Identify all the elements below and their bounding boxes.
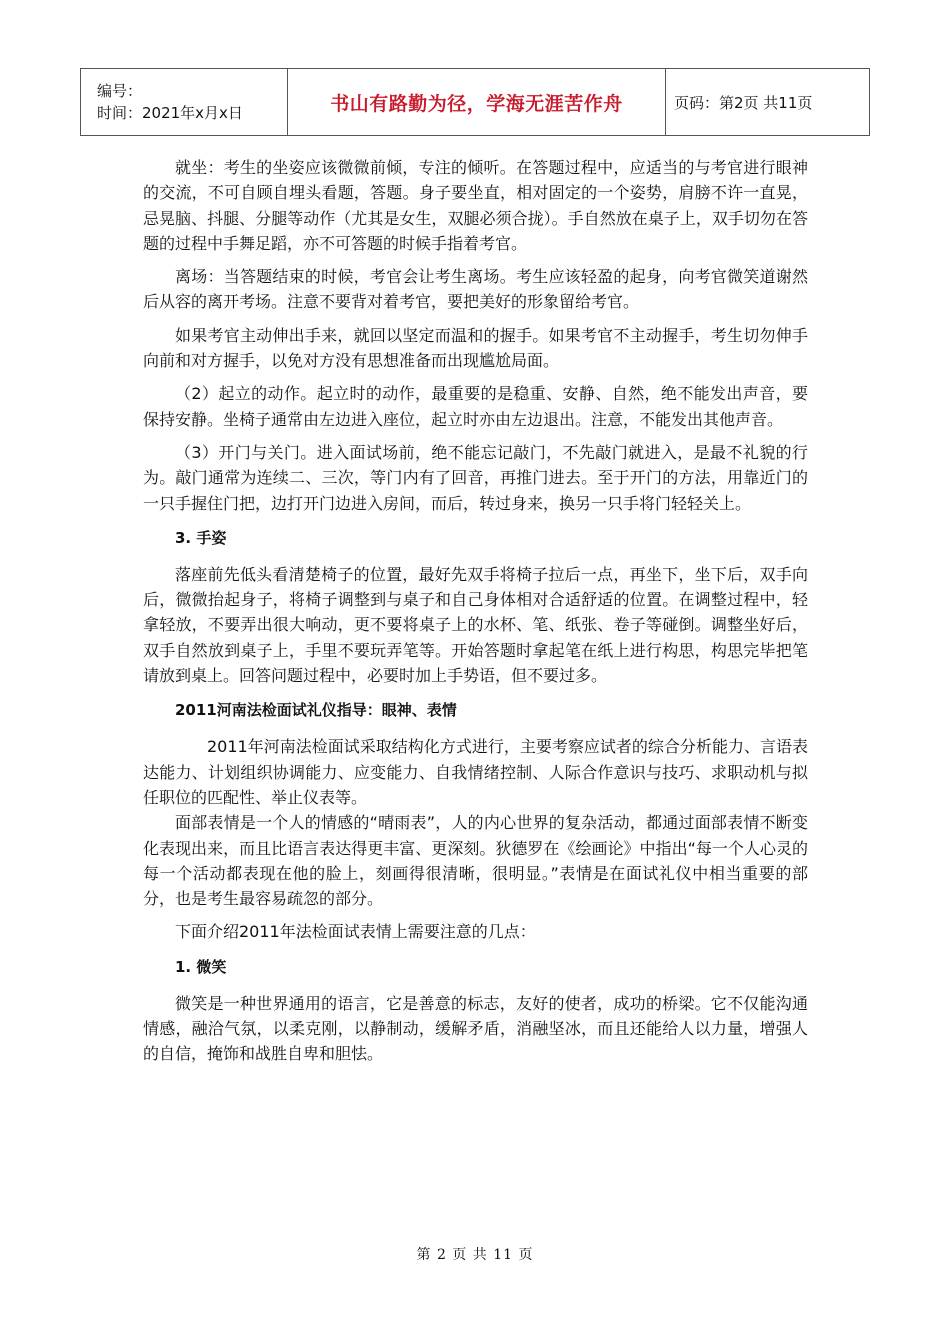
- header-motto: 书山有路勤为径，学海无涯苦作舟: [288, 69, 666, 136]
- paragraph-sitting: 就坐：考生的坐姿应该微微前倾，专注的倾听。在答题过程中，应适当的与考官进行眼神的交流，不可自顾自埋头看题，答题。身子要坐直，相对固定的一个姿势，肩膀不许一直晃，忌晃脑、抖腿、分腿等动作（尤其是女生，双腿必须合拢）。手自然放在桌子上，双手切勿在答题的过程中手舞足蹈，亦不可答题的时候手指着考官。: [143, 158, 808, 253]
- section-heading-eyes-expression: 2011河南法检面试礼仪指导：眼神、表情: [175, 701, 457, 720]
- header-meta: [81, 69, 288, 136]
- section-heading-smile: 1. 微笑: [175, 957, 227, 976]
- header-time-label: 时间：2021年x月x日: [97, 104, 243, 122]
- section-heading-hand-gesture: 3. 手姿: [175, 528, 227, 547]
- paragraph-points-intro: 下面介绍2011年法检面试表情上需要注意的几点：: [175, 922, 536, 942]
- paragraph-handshake: 如果考官主动伸出手来，就回以坚定而温和的握手。如果考官不主动握手，考生切勿伸手向前和对方握手，以免对方没有思想准备而出现尴尬局面。: [143, 325, 808, 371]
- document-body: [143, 155, 808, 1075]
- paragraph-door: （3）开门与关门。进入面试场前，绝不能忘记敲门，不先敲门就进入，是最不礼貌的行为。敲门通常为连续二、三次，等门内有了回音，再推门进去。至于开门的方法，用靠近门的一只手握住门把，边打开门边进入房间，而后，转过身来，换另一只手将门轻轻关上。: [143, 442, 808, 513]
- paragraph-hand-gesture: 落座前先低头看清楚椅子的位置，最好先双手将椅子拉后一点，再坐下，坐下后，双手向后，微微抬起身子，将椅子调整到与桌子和自己身体相对合适舒适的位置。在调整过程中，轻拿轻放，不要弄出很大响动，更不要将桌子上的水杯、笔、纸张、卷子等碰倒。调整坐好后，双手自然放到桌子上，手里不要玩弄笔等。开始答题时拿起笔在纸上进行构思，构思完毕把笔请放到桌上。回答问题过程中，必要时加上手势语，但不要过多。: [143, 564, 808, 686]
- header-number-label: 编号：: [97, 82, 143, 100]
- page-footer: 第 2 页 共 11 页: [416, 1247, 534, 1263]
- paragraph-smile: 微笑是一种世界通用的语言，它是善意的标志，友好的使者，成功的桥梁。它不仅能沟通情感，融洽气氛，以柔克刚，以静制动，缓解矛盾，消融坚冰，而且还能给人以力量，增强人的自信，掩饰和战胜自卑和胆怯。: [143, 993, 808, 1064]
- page-header: [80, 68, 870, 136]
- paragraph-standing: （2）起立的动作。起立时的动作，最重要的是稳重、安静、自然，绝不能发出声音，要保持安静。坐椅子通常由左边进入座位，起立时亦由左边退出。注意，不能发出其他声音。: [143, 384, 808, 429]
- header-page-info: 页码：第2页 共11页: [666, 69, 870, 136]
- paragraph-interview-intro: 2011年河南法检面试采取结构化方式进行，主要考察应试者的综合分析能力、言语表达能力、计划组织协调能力、应变能力、自我情绪控制、人际合作意识与技巧、求职动机与拟任职位的匹配性、举止仪表等。: [143, 737, 808, 807]
- paragraph-leaving: 离场：当答题结束的时候，考官会让考生离场。考生应该轻盈的起身，向考官微笑道谢然后从容的离开考场。注意不要背对着考官，要把美好的形象留给考官。: [143, 267, 808, 312]
- paragraph-facial-expression: 面部表情是一个人的情感的“晴雨表”，人的内心世界的复杂活动，都通过面部表情不断变化表现出来，而且比语言表达得更丰富、更深刻。狄德罗在《绘画论》中指出“每一个人心灵的每一个活动都表现在他的脸上，刻画得很清晰，很明显。”表情是在面试礼仪中相当重要的部分，也是考生最容易疏忽的部分。: [143, 813, 808, 909]
